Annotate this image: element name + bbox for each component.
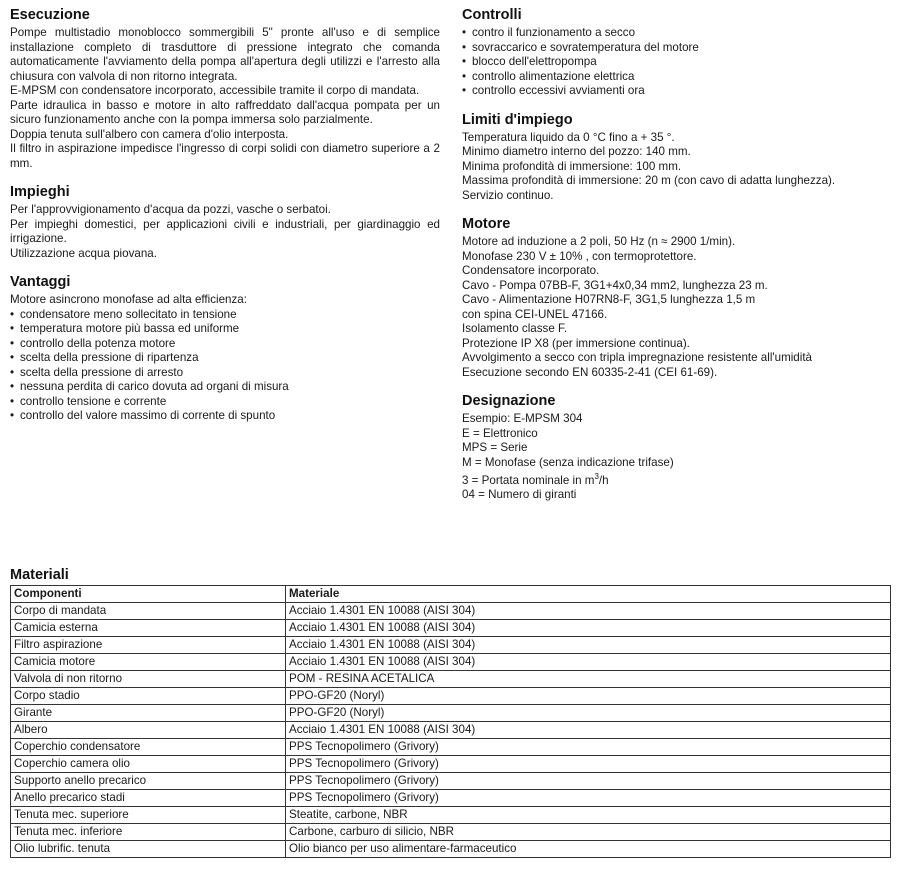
table-row [11, 620, 891, 637]
limiti-line: Minimo diametro interno del pozzo: 140 mm. [462, 145, 691, 158]
table-row [11, 722, 891, 739]
material-cell: Olio bianco per uso alimentare-farmaceutico [286, 841, 891, 858]
designazione-line: E = Elettronico [462, 426, 538, 440]
motore-line: Isolamento classe F. [462, 322, 568, 335]
controlli-list [462, 26, 892, 99]
component-cell: Tenuta mec. superiore [11, 807, 286, 824]
material-cell: PPS Tecnopolimero (Grivory) [286, 756, 891, 773]
component-cell: Coperchio camera olio [11, 756, 286, 773]
limiti-title: Limiti d'impiego [462, 111, 573, 128]
right-column [462, 0, 892, 512]
table-header-row [11, 586, 891, 603]
table-row [11, 688, 891, 705]
list-item: • blocco dell'elettropompa [462, 55, 892, 70]
motore-line: Cavo - Pompa 07BB-F, 3G1+4x0,34 mm2, lunghezza 23 m. [462, 278, 768, 292]
material-cell: Carbone, carburo di silicio, NBR [286, 824, 891, 841]
section-limiti [462, 111, 892, 204]
list-item: • scelta della pressione di ripartenza [10, 351, 440, 366]
column-header-componenti: Componenti [11, 586, 286, 603]
table-row [11, 841, 891, 858]
material-cell: Acciaio 1.4301 EN 10088 (AISI 304) [286, 603, 891, 620]
table-row [11, 824, 891, 841]
list-item: • controllo eccessivi avviamenti ora [462, 84, 892, 99]
table-row [11, 654, 891, 671]
esecuzione-para-1: Pompe multistadio monoblocco sommergibili 5" pronte all'uso e di semplice installazione completo di trasduttore di pressione integrato che comanda automaticamente l'avviamento della pompa all'apertura degli utilizzi e l'arresto alla chiusura con valvola di non ritorno integrata. [10, 26, 440, 83]
table-row [11, 773, 891, 790]
component-cell: Coperchio condensatore [11, 739, 286, 756]
vantaggi-title: Vantaggi [10, 274, 71, 290]
materiali-title: Materiali [10, 567, 69, 583]
designazione-line: M = Monofase (senza indicazione trifase) [462, 455, 674, 469]
table-row [11, 739, 891, 756]
list-item: • sovraccarico e sovratemperatura del motore [462, 41, 892, 56]
list-item: • controllo del valore massimo di corrente di spunto [10, 409, 440, 424]
esecuzione-para-4: Doppia tenuta sull'albero con camera d'olio interposta. [10, 127, 289, 141]
motore-line: Motore ad induzione a 2 poli, 50 Hz (n ≈ 2900 1/min). [462, 235, 736, 248]
material-cell: Acciaio 1.4301 EN 10088 (AISI 304) [286, 722, 891, 739]
esecuzione-para-3: Parte idraulica in basso e motore in alto raffreddato dall'acqua pompata per un sicuro funzionamento anche con la pompa immersa solo parzialmente. [10, 98, 440, 126]
component-cell: Corpo di mandata [11, 603, 286, 620]
material-cell: Steatite, carbone, NBR [286, 807, 891, 824]
limiti-line: Massima profondità di immersione: 20 m (con cavo di adatta lunghezza). [462, 174, 836, 187]
component-cell: Valvola di non ritorno [11, 671, 286, 688]
motore-line: Avvolgimento a secco con tripla impregnazione resistente all'umidità [462, 351, 812, 364]
table-row [11, 756, 891, 773]
impieghi-para-2: Per impieghi domestici, per applicazioni civili e industriali, per giardinaggio ed irrigazione. [10, 217, 440, 245]
component-cell: Supporto anello precarico [11, 773, 286, 790]
motore-line: Condensatore incorporato. [462, 264, 600, 277]
material-cell: Acciaio 1.4301 EN 10088 (AISI 304) [286, 620, 891, 637]
section-esecuzione [10, 6, 440, 171]
esecuzione-para-2: E-MPSM con condensatore incorporato, accessibile tramite il corpo di mandata. [10, 84, 420, 97]
motore-line: con spina CEI-UNEL 47166. [462, 307, 608, 321]
component-cell: Girante [11, 705, 286, 722]
material-cell: PPS Tecnopolimero (Grivory) [286, 773, 891, 790]
table-row [11, 807, 891, 824]
component-cell: Filtro aspirazione [11, 637, 286, 654]
material-cell: Acciaio 1.4301 EN 10088 (AISI 304) [286, 637, 891, 654]
portata-superscript: 3 [594, 472, 599, 481]
section-motore [462, 215, 892, 380]
motore-line: Cavo - Alimentazione H07RN8-F, 3G1,5 lunghezza 1,5 m [462, 293, 756, 306]
list-item: • scelta della pressione di arresto [10, 366, 440, 381]
component-cell: Camicia esterna [11, 620, 286, 637]
impieghi-para-1: Per l'approvvigionamento d'acqua da pozzi, vasche o serbatoi. [10, 203, 331, 216]
list-item: • controllo alimentazione elettrica [462, 70, 892, 85]
impieghi-title: Impieghi [10, 184, 70, 200]
table-row [11, 790, 891, 807]
materials-table [10, 585, 891, 858]
motore-line: Esecuzione secondo EN 60335-2-41 (CEI 61-69). [462, 365, 718, 379]
list-item: • controllo tensione e corrente [10, 395, 440, 410]
component-cell: Anello precarico stadi [11, 790, 286, 807]
list-item: • controllo della potenza motore [10, 337, 440, 352]
material-cell: PPO-GF20 (Noryl) [286, 688, 891, 705]
designazione-portata-line [462, 470, 892, 488]
impieghi-para-3: Utilizzazione acqua piovana. [10, 246, 157, 260]
table-row [11, 603, 891, 620]
column-header-materiale: Materiale [286, 586, 891, 603]
designazione-line: 04 = Numero di giranti [462, 488, 577, 502]
table-row [11, 705, 891, 722]
limiti-line: Servizio continuo. [462, 188, 554, 202]
material-cell: PPS Tecnopolimero (Grivory) [286, 739, 891, 756]
designazione-line: Esempio: E-MPSM 304 [462, 412, 583, 425]
controlli-title: Controlli [462, 7, 522, 23]
motore-title: Motore [462, 216, 511, 232]
motore-line: Monofase 230 V ± 10% , con termoprotettore. [462, 249, 697, 263]
designazione-line: MPS = Serie [462, 441, 528, 454]
table-row [11, 671, 891, 688]
component-cell: Tenuta mec. inferiore [11, 824, 286, 841]
material-cell: PPS Tecnopolimero (Grivory) [286, 790, 891, 807]
vantaggi-list [10, 308, 440, 424]
component-cell: Olio lubrific. tenuta [11, 841, 286, 858]
material-cell: POM - RESINA ACETALICA [286, 671, 891, 688]
portata-suffix: /h [598, 473, 609, 487]
vantaggi-intro: Motore asincrono monofase ad alta efficienza: [10, 293, 247, 306]
section-vantaggi [10, 273, 440, 424]
section-impieghi [10, 183, 440, 261]
component-cell: Camicia motore [11, 654, 286, 671]
material-cell: Acciaio 1.4301 EN 10088 (AISI 304) [286, 654, 891, 671]
list-item: • nessuna perdita di carico dovuta ad organi di misura [10, 380, 440, 395]
esecuzione-title: Esecuzione [10, 7, 90, 23]
list-item: • condensatore meno sollecitato in tensione [10, 308, 440, 323]
section-materiali [10, 566, 890, 858]
list-item: • contro il funzionamento a secco [462, 26, 892, 41]
table-row [11, 637, 891, 654]
esecuzione-para-5: Il filtro in aspirazione impedisce l'ingresso di corpi solidi con diametro superiore a 2 mm. [10, 142, 440, 170]
list-item: • temperatura motore più bassa ed uniforme [10, 322, 440, 337]
material-cell: PPO-GF20 (Noryl) [286, 705, 891, 722]
limiti-line: Temperatura liquido da 0 °C fino a + 35 °. [462, 130, 675, 144]
component-cell: Corpo stadio [11, 688, 286, 705]
designazione-title: Designazione [462, 393, 556, 409]
component-cell: Albero [11, 722, 286, 739]
left-column [10, 0, 440, 433]
section-designazione [462, 392, 892, 503]
section-controlli [462, 6, 892, 99]
limiti-line: Minima profondità di immersione: 100 mm. [462, 159, 682, 173]
portata-prefix: 3 = Portata nominale in m [462, 473, 595, 487]
motore-line: Protezione IP X8 (per immersione continua). [462, 336, 690, 350]
